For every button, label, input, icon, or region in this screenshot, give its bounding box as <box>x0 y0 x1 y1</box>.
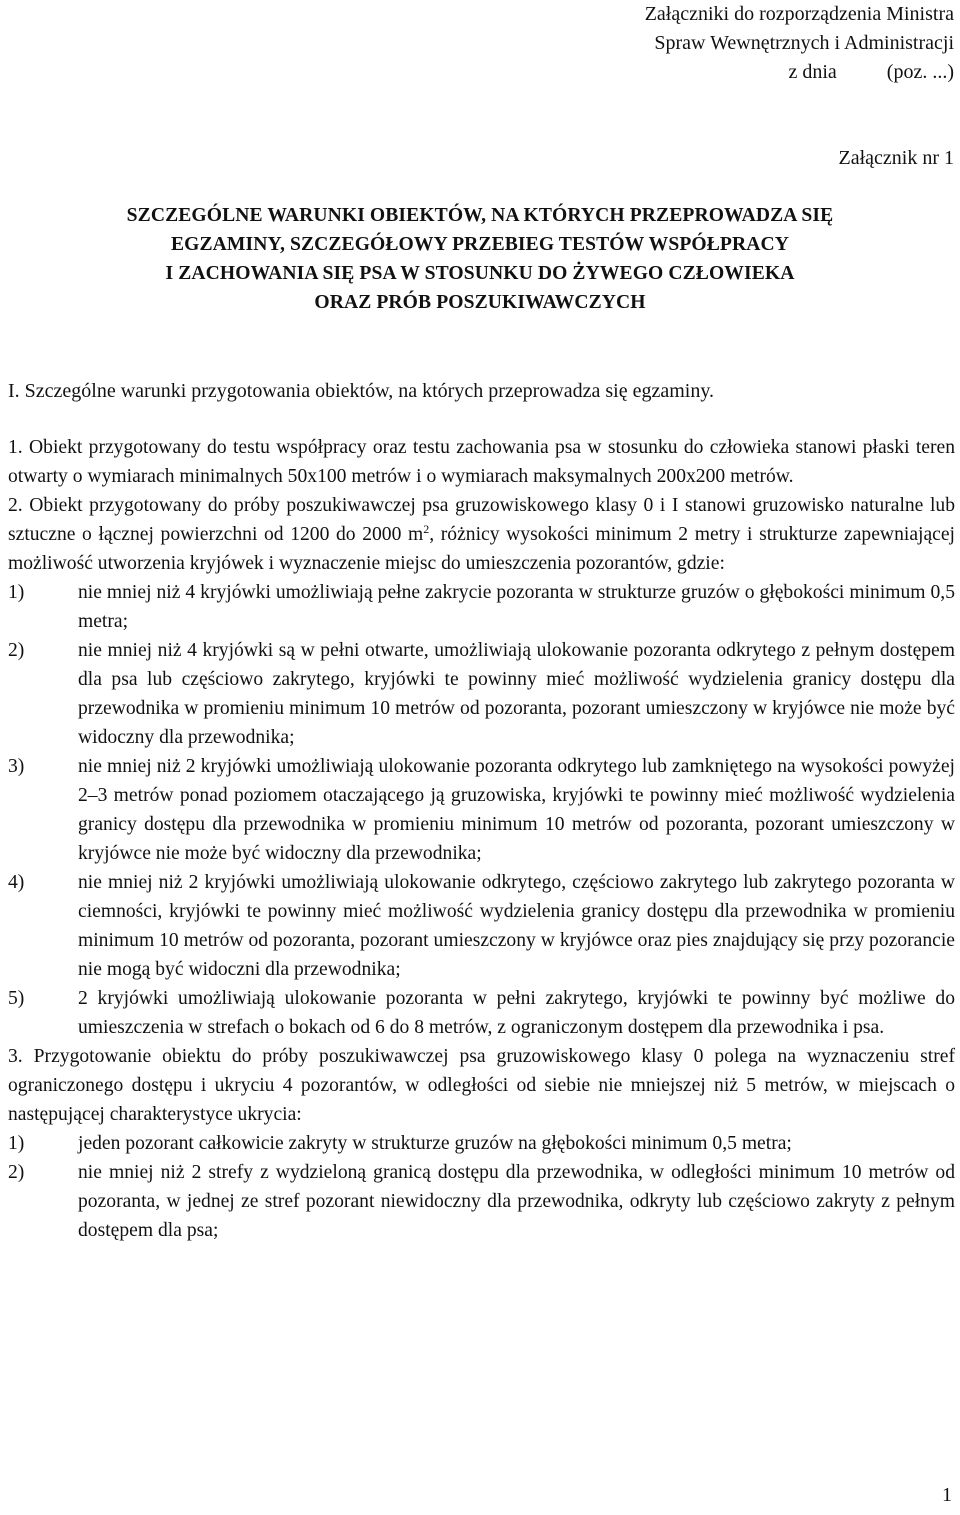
list-item-text: 2 kryjówki umożliwiają ulokowanie pozoranta w pełni zakrytego, kryjówki te powinny być możliwe do umieszczenia w strefach o bokach od 6 do 8 metrów, z ograniczonym dostępem dla przewodnika i psa. <box>78 988 955 1038</box>
paragraph-text: Przygotowanie obiektu do próby poszukiwawczej psa gruzowiskowego klasy 0 polega na wyznaczeniu stref ograniczonego dostępu i ukryciu 4 pozorantów, w odległości od siebie nie mniejszej niż 5 metrów, w miejscach o następującej charakterystyce ukrycia: <box>8 1046 955 1125</box>
paragraph-1 <box>8 433 955 491</box>
list-item-text: jeden pozorant całkowicie zakryty w strukturze gruzów na głębokości minimum 0,5 metra; <box>78 1133 792 1154</box>
paragraph-text: Obiekt przygotowany do próby poszukiwawczej psa gruzowiskowego klasy 0 i I stanowi gruzowisko naturalne lub sztuczne o łącznej powierzchni od 1200 do 2000 m <box>8 495 955 545</box>
list-item-number: 3) <box>8 756 25 777</box>
list-item-number: 5) <box>8 988 25 1009</box>
list-item-text: nie mniej niż 4 kryjówki umożliwiają pełne zakrycie pozoranta w strukturze gruzów o głębokości minimum 0,5 metra; <box>78 582 955 632</box>
list-item <box>8 1129 955 1158</box>
list-item <box>8 752 955 868</box>
title-line-3: I ZACHOWANIA SIĘ PSA W STOSUNKU DO ŻYWEGO CZŁOWIEKA <box>165 263 795 284</box>
list-item-text: nie mniej niż 2 kryjówki umożliwiają ulokowanie odkrytego, częściowo zakrytego lub zakrytego pozoranta w ciemności, kryjówki te powinny mieć możliwość wydzielenia granicy dostępu dla przewodnika w promieniu minimum 10 metrów od pozoranta, pozorant umieszczony w kryjówce oraz pies znajdujący się przy pozorancie nie mogą być widoczni dla przewodnika; <box>78 872 955 980</box>
list-item <box>8 984 955 1042</box>
title-line-4: ORAZ PRÓB POSZUKIWAWCZYCH <box>314 292 646 313</box>
list-item <box>8 636 955 752</box>
paragraph-2 <box>8 491 955 578</box>
page-number: 1 <box>942 1484 952 1506</box>
superscript: 2 <box>423 522 430 536</box>
list-item-text: nie mniej niż 2 strefy z wydzieloną granicą dostępu dla przewodnika, w odległości minimum 10 metrów od pozoranta, w jednej ze stref pozorant niewidoczny dla przewodnika, odkryty lub częściowo zakryty z pełnym dostępem dla psa; <box>78 1162 955 1241</box>
header-line-1: Załączniki do rozporządzenia Ministra <box>644 3 954 25</box>
paragraph-3 <box>8 1042 955 1129</box>
list-item-number: 1) <box>8 582 25 603</box>
regulation-header <box>645 0 954 87</box>
list-item-number: 2) <box>8 1162 25 1183</box>
title-line-2: EGZAMINY, SZCZEGÓŁOWY PRZEBIEG TESTÓW WSPÓŁPRACY <box>171 234 789 255</box>
document-body <box>8 433 955 1245</box>
paragraph-number: 3. <box>8 1046 23 1067</box>
paragraph-text: Obiekt przygotowany do testu współpracy oraz testu zachowania psa w stosunku do człowieka stanowi płaski teren otwarty o wymiarach minimalnych 50x100 metrów i o wymiarach maksymalnych 200x200 metrów. <box>8 437 955 487</box>
list-item <box>8 578 955 636</box>
paragraph-text-continued: , różnicy wysokości minimum 2 metry i strukturze zapewniającej możliwość utworzenia kryjówek i wyznaczenie miejsc do umieszczenia pozorantów, gdzie: <box>8 524 955 574</box>
paragraph-3-list <box>8 1129 955 1245</box>
annex-number: Załącznik nr 1 <box>838 147 954 169</box>
document-title <box>0 201 960 317</box>
paragraph-2-list <box>8 578 955 1042</box>
paragraph-number: 2. <box>8 495 23 516</box>
list-item-number: 2) <box>8 640 25 661</box>
list-item <box>8 1158 955 1245</box>
title-line-1: SZCZEGÓLNE WARUNKI OBIEKTÓW, NA KTÓRYCH PRZEPROWADZA SIĘ <box>126 205 834 226</box>
list-item-text: nie mniej niż 4 kryjówki są w pełni otwarte, umożliwiają ulokowanie pozoranta odkrytego z pełnym dostępem dla psa lub częściowo zakrytego, kryjówki te powinny mieć możliwość wydzielenia granicy dostępu dla przewodnika w promieniu minimum 10 metrów od pozoranta, pozorant umieszczony w kryjówce nie może być widoczny dla przewodnika; <box>78 640 955 748</box>
section-heading: I. Szczególne warunki przygotowania obiektów, na których przeprowadza się egzaminy. <box>8 380 715 402</box>
list-item-text: nie mniej niż 2 kryjówki umożliwiają ulokowanie pozoranta odkrytego lub zamkniętego na wysokości powyżej 2–3 metrów ponad poziomem otaczającego ją gruzowiska, kryjówki te powinny mieć możliwość wydzielenia granicy dostępu dla przewodnika w promieniu minimum 10 metrów od pozoranta, pozorant umieszczony w kryjówce nie może być widoczny dla przewodnika; <box>78 756 955 864</box>
header-line-3: z dnia (poz. ...) <box>788 61 954 83</box>
list-item-number: 4) <box>8 872 25 893</box>
header-line-2: Spraw Wewnętrznych i Administracji <box>654 32 954 54</box>
list-item <box>8 868 955 984</box>
list-item-number: 1) <box>8 1133 25 1154</box>
paragraph-number: 1. <box>8 437 23 458</box>
